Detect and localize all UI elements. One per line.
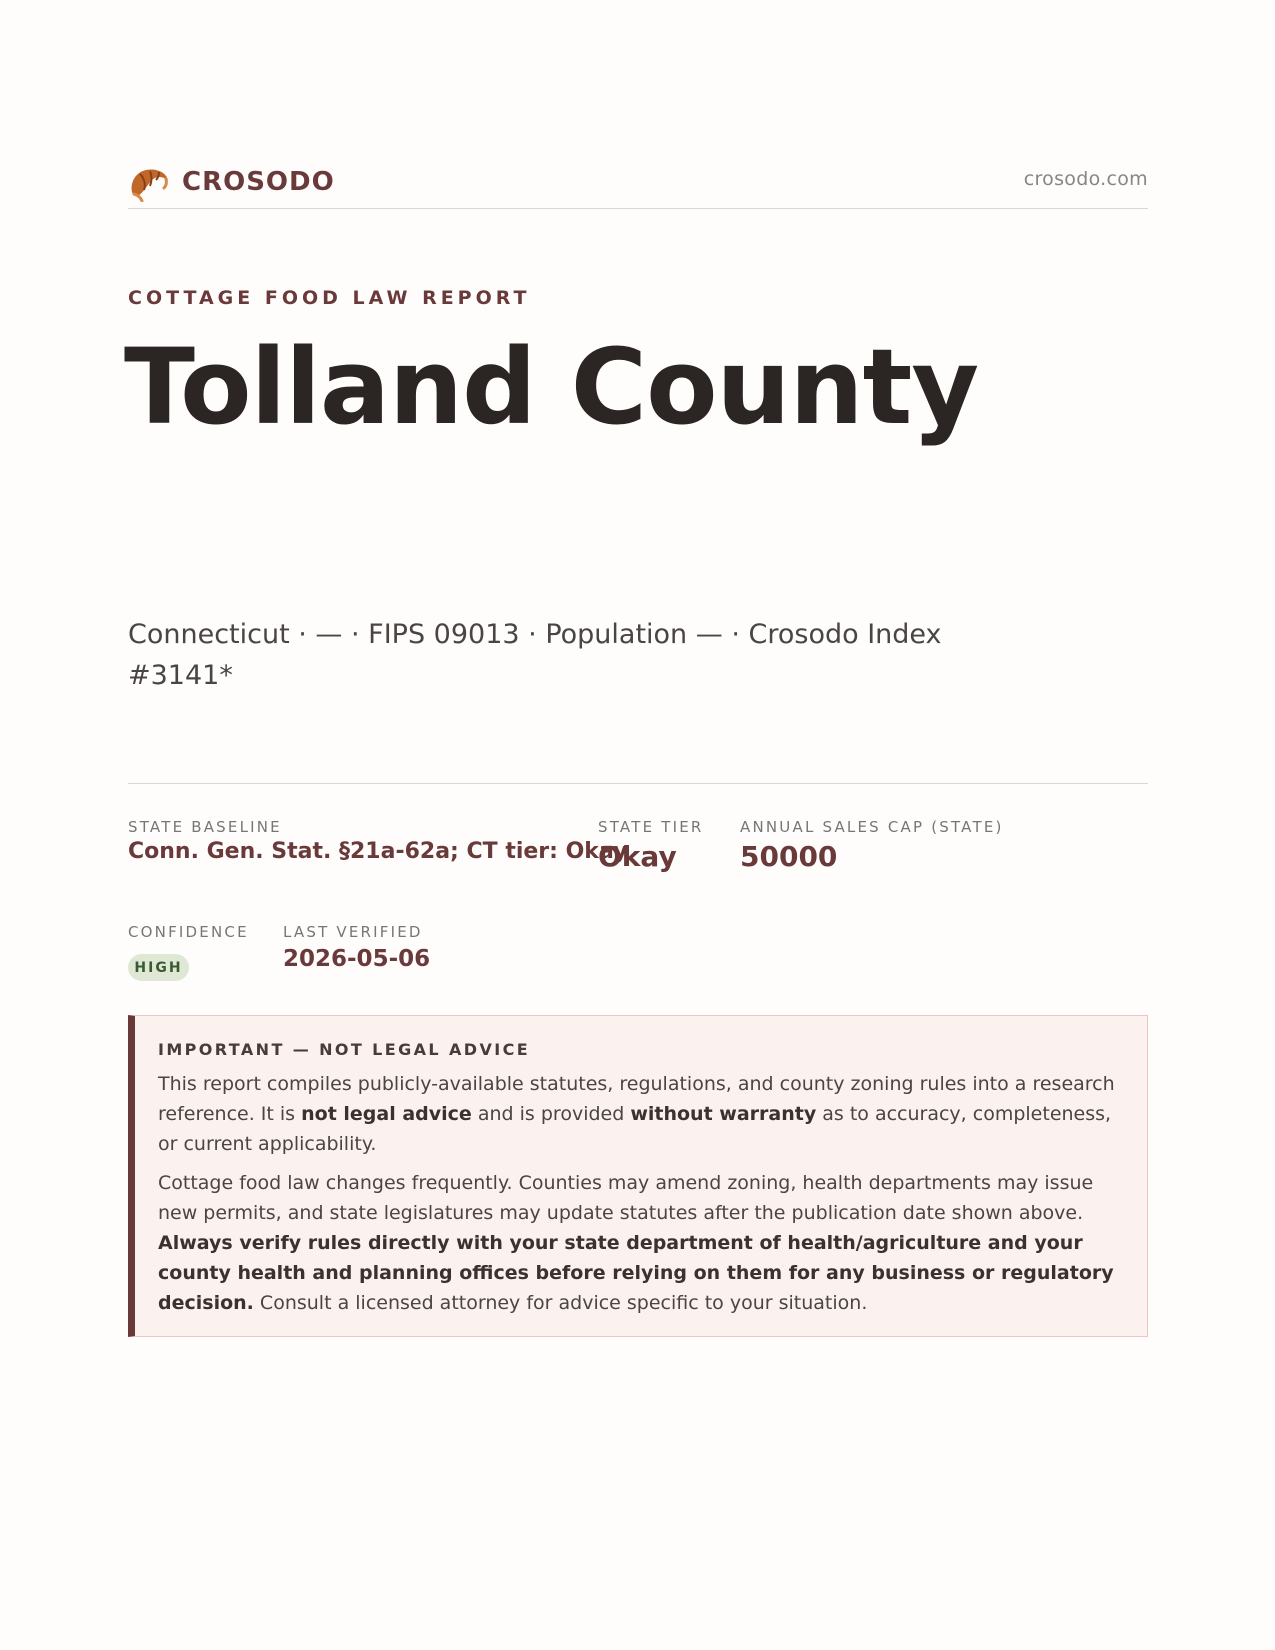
brand-name: CROSODO [182, 167, 335, 197]
notice-text: and is provided [471, 1103, 631, 1125]
sales-cap-label: ANNUAL SALES CAP (STATE) [740, 818, 1004, 836]
page-header [128, 158, 1148, 209]
notice-text: Cottage food law changes frequently. Counties may amend zoning, health departments may issue new permits, and state legislatures may update statutes after the publication date shown above. [158, 1172, 1094, 1224]
notice-text: Consult a licensed attorney for advice specific to your situation. [253, 1292, 868, 1314]
state-tier-value: Okay [598, 840, 677, 873]
state-baseline-label: STATE BASELINE [128, 818, 282, 836]
confidence-label: CONFIDENCE [128, 923, 249, 941]
site-url[interactable]: crosodo.com [1023, 168, 1148, 190]
notice-text: This report compiles publicly-available statutes, regulations, and county zoning rules into a research reference. It is [158, 1073, 1115, 1125]
notice-emphasis: Always verify rules directly with your state department of health/agriculture and your county health and planning offices before relying on them for any business or regulatory decision. [158, 1232, 1114, 1314]
state-tier-label: STATE TIER [598, 818, 704, 836]
report-eyebrow: COTTAGE FOOD LAW REPORT [128, 287, 531, 309]
section-divider [128, 783, 1148, 784]
last-verified-label: LAST VERIFIED [283, 923, 423, 941]
notice-paragraph-1 [158, 1069, 1119, 1159]
notice-emphasis: without warranty [630, 1103, 817, 1125]
legal-notice [128, 1015, 1148, 1337]
croissant-icon [128, 162, 170, 202]
last-verified-value: 2026-05-06 [283, 946, 431, 972]
confidence-badge: HIGH [128, 954, 189, 981]
brand [128, 162, 335, 202]
notice-title: IMPORTANT — NOT LEGAL ADVICE [158, 1040, 531, 1059]
sales-cap-value: 50000 [740, 840, 838, 873]
notice-paragraph-2 [158, 1168, 1119, 1318]
page-title: Tolland County [124, 326, 979, 448]
state-baseline-value: Conn. Gen. Stat. §21a-62a; CT tier: Okay [128, 839, 628, 864]
notice-emphasis: not legal advice [301, 1103, 472, 1125]
notice-text: as to accuracy, completeness, or current applicability. [158, 1103, 1112, 1155]
report-subtitle: Connecticut · — · FIPS 09013 · Population — · Crosodo Index #3141* [128, 619, 942, 691]
